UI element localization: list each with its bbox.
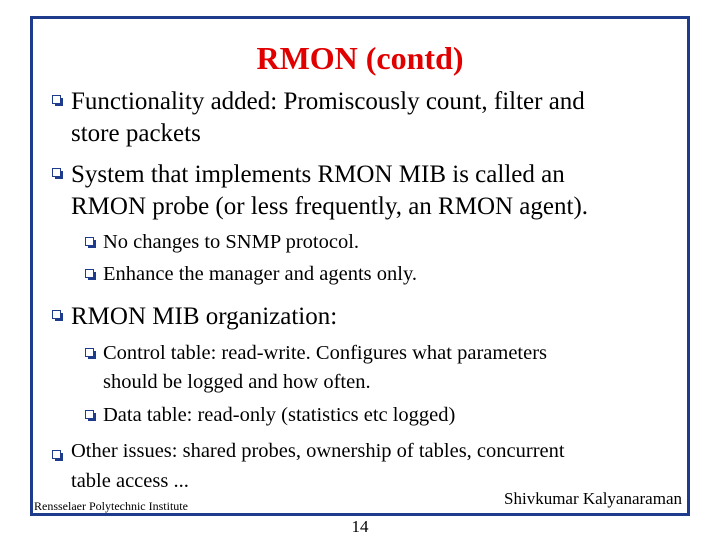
sub-bullet-2: Enhance the manager and agents only.: [103, 263, 418, 285]
sub-bullet-square-icon: [85, 410, 94, 419]
bullet-2-line-2: RMON probe (or less frequently, an RMON agent).: [71, 193, 589, 220]
sub-bullet-3-line-2: should be logged and how often.: [103, 371, 371, 393]
bullet-3-line-1: RMON MIB organization:: [71, 303, 338, 330]
sub-bullet-square-icon: [85, 237, 94, 246]
sub-bullet-4: Data table: read-only (statistics etc logged): [103, 404, 456, 426]
bullet-2-line-1: System that implements RMON MIB is called an: [71, 161, 565, 188]
footer-author: Shivkumar Kalyanaraman: [504, 489, 682, 508]
bullet-1-line-2: store packets: [71, 120, 201, 147]
bullet-square-icon: [52, 450, 61, 459]
sub-bullet-3-line-1: Control table: read-write. Configures what parameters: [103, 342, 548, 364]
bullet-4-line-2: table access ...: [71, 470, 189, 492]
page-number: 14: [351, 517, 369, 536]
sub-bullet-1: No changes to SNMP protocol.: [103, 231, 360, 253]
sub-bullet-square-icon: [85, 269, 94, 278]
bullet-square-icon: [52, 95, 61, 104]
footer-institution: Rensselaer Polytechnic Institute: [34, 499, 188, 513]
bullet-square-icon: [52, 310, 61, 319]
bullet-1-line-1: Functionality added: Promiscously count, filter and: [71, 88, 585, 115]
sub-bullet-square-icon: [85, 348, 94, 357]
bullet-square-icon: [52, 168, 61, 177]
bullet-4-line-1: Other issues: shared probes, ownership of tables, concurrent: [71, 440, 565, 462]
slide-title: RMON (contd): [256, 40, 464, 76]
